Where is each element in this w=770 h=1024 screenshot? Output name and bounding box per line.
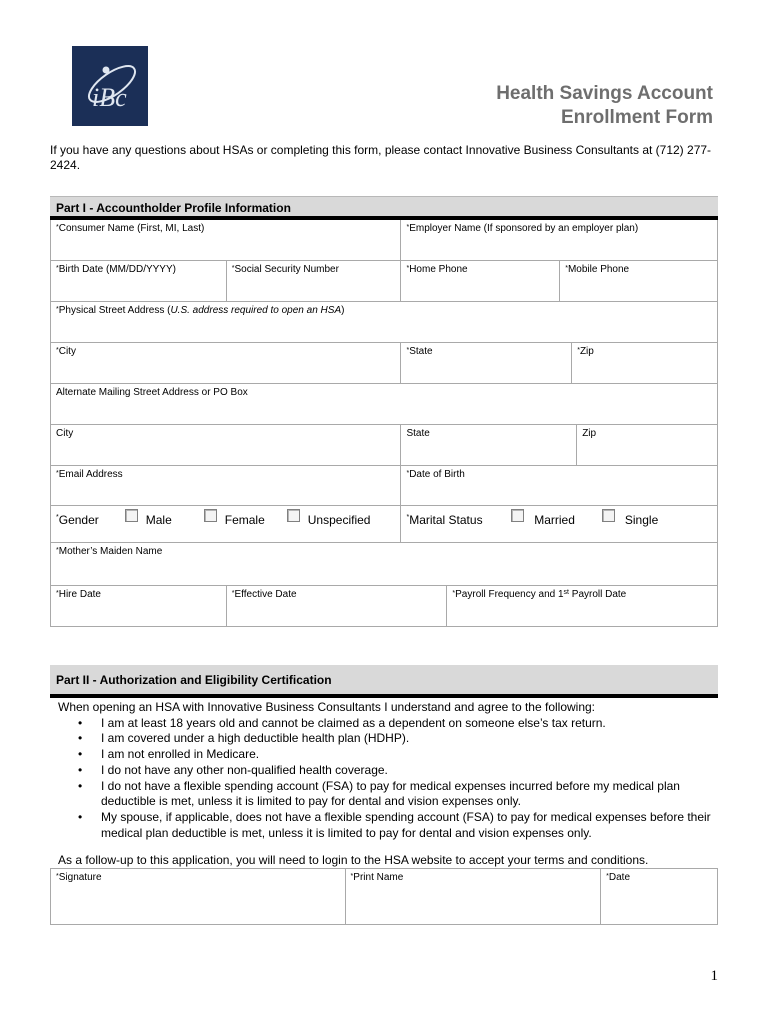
part2-body xyxy=(58,700,718,841)
male-checkbox[interactable] xyxy=(125,509,138,522)
single-checkbox[interactable] xyxy=(602,509,615,522)
company-logo xyxy=(72,46,148,126)
marital-status-field: * Marital Status Married Single xyxy=(401,506,718,542)
date-field[interactable]: *Date xyxy=(601,869,718,924)
form-title-line2: Enrollment Form xyxy=(560,107,713,128)
print-name-label: Print Name xyxy=(353,872,404,883)
effective-date-field[interactable]: *Effective Date xyxy=(227,586,448,626)
signature-field[interactable]: *Signature xyxy=(51,869,346,924)
row-alt-city-state-zip xyxy=(51,425,718,466)
consumer-name-label: Consumer Name (First, MI, Last) xyxy=(58,223,205,234)
alt-zip-field[interactable] xyxy=(577,425,718,465)
list-item: • My spouse, if applicable, does not have a flexible spending account (FSA) to pay for medical expenses before their medical plan deductible is met, unless it is limited to pay for dental and vision expenses only. xyxy=(78,809,711,840)
row-signature xyxy=(51,869,718,925)
email-field[interactable]: *Email Address xyxy=(51,466,401,505)
marital-option-single[interactable]: Single xyxy=(602,513,658,527)
alt-state-label: State xyxy=(406,428,430,439)
date-label: Date xyxy=(608,872,631,883)
married-checkbox[interactable] xyxy=(511,509,524,522)
part2-section xyxy=(50,665,718,698)
mobile-phone-label: Mobile Phone xyxy=(567,264,630,275)
row-gender-marital xyxy=(51,506,718,543)
hire-date-label: Hire Date xyxy=(58,589,101,600)
alt-city-field[interactable] xyxy=(51,425,401,465)
zip-field[interactable]: *Zip xyxy=(572,343,718,383)
row-city-state-zip xyxy=(51,343,718,384)
logo-text: iBc xyxy=(92,83,127,112)
city-label: City xyxy=(58,346,76,357)
form-title-line1: Health Savings Account xyxy=(496,83,713,104)
unspecified-checkbox[interactable] xyxy=(287,509,300,522)
maiden-name-label: Mother’s Maiden Name xyxy=(58,546,163,557)
birth-date-label: Birth Date (MM/DD/YYYY) xyxy=(58,264,176,275)
zip-label: Zip xyxy=(579,346,594,357)
dob-label: Date of Birth xyxy=(409,469,465,480)
row-birth-phone xyxy=(51,261,718,302)
birth-date-field[interactable]: *Birth Date (MM/DD/YYYY) xyxy=(51,261,227,301)
ibc-logo-icon xyxy=(72,46,148,126)
dob-field[interactable]: *Date of Birth xyxy=(401,466,718,505)
payroll-frequency-field[interactable]: *Payroll Frequency and 1st Payroll Date xyxy=(447,586,718,626)
row-hire-payroll xyxy=(51,586,718,627)
city-field[interactable]: *City xyxy=(51,343,401,383)
maiden-name-field[interactable]: *Mother’s Maiden Name xyxy=(51,543,718,585)
ssn-label: Social Security Number xyxy=(234,264,339,275)
print-name-field[interactable]: *Print Name xyxy=(346,869,602,924)
part1-section xyxy=(50,196,718,627)
gender-label: Gender xyxy=(58,513,99,527)
consumer-name-field[interactable]: *Consumer Name (First, MI, Last) xyxy=(51,220,401,260)
alt-city-label: City xyxy=(56,428,74,439)
effective-date-label: Effective Date xyxy=(234,589,297,600)
signature-label: Signature xyxy=(58,872,102,883)
row-alt-address xyxy=(51,384,718,425)
alt-address-label: Alternate Mailing Street Address or PO Box xyxy=(56,387,248,398)
state-field[interactable]: *State xyxy=(401,343,572,383)
physical-address-field[interactable]: *Physical Street Address (U.S. address required to open an HSA) xyxy=(51,302,718,342)
gender-option-unspecified[interactable]: Unspecified xyxy=(287,513,371,527)
marital-option-married[interactable]: Married xyxy=(511,513,575,527)
form-title xyxy=(496,82,713,130)
mobile-phone-field[interactable]: *Mobile Phone xyxy=(560,261,718,301)
part2-header: Part II - Authorization and Eligibility Certification xyxy=(50,665,718,698)
alt-zip-label: Zip xyxy=(582,428,597,439)
list-item: • I do not have a flexible spending account (FSA) to pay for medical expenses incurred before my medical plan deductible is met, unless it is limited to pay for dental and vision expenses only. xyxy=(78,778,680,809)
ssn-field[interactable]: *Social Security Number xyxy=(227,261,402,301)
list-item: • I am not enrolled in Medicare. xyxy=(78,747,260,762)
gender-field: * Gender Male Female Unspecified xyxy=(51,506,401,542)
gender-option-male[interactable]: Male xyxy=(125,513,172,527)
gender-option-female[interactable]: Female xyxy=(204,513,265,527)
page-number: 1 xyxy=(710,968,718,984)
list-item: • I am at least 18 years old and cannot be claimed as a dependent on someone else’s tax return. xyxy=(78,715,606,730)
female-checkbox[interactable] xyxy=(204,509,217,522)
row-name xyxy=(51,220,718,261)
state-label: State xyxy=(409,346,433,357)
alt-address-field[interactable] xyxy=(51,384,718,424)
alt-state-field[interactable] xyxy=(401,425,577,465)
physical-address-note: U.S. address required to open an HSA xyxy=(170,305,342,316)
part1-grid xyxy=(50,220,718,627)
part1-header: Part I - Accountholder Profile Information xyxy=(50,196,718,220)
row-maiden-name xyxy=(51,543,718,586)
row-physical-address xyxy=(51,302,718,343)
employer-name-field[interactable]: *Employer Name (If sponsored by an employer plan) xyxy=(401,220,718,260)
signature-grid xyxy=(50,868,718,925)
intro-text: If you have any questions about HSAs or completing this form, please contact Innovative Business Consultants at (712) 277-2424. xyxy=(50,143,712,172)
list-item: • I do not have any other non-qualified health coverage. xyxy=(78,762,388,777)
list-item: • I am covered under a high deductible health plan (HDHP). xyxy=(78,731,410,746)
employer-name-label: Employer Name (If sponsored by an employer plan) xyxy=(409,223,639,234)
marital-status-label: Marital Status xyxy=(409,513,483,527)
followup-text: As a follow-up to this application, you will need to login to the HSA website to accept your terms and conditions. xyxy=(58,853,649,867)
email-label: Email Address xyxy=(58,469,123,480)
eligibility-list xyxy=(78,716,718,842)
home-phone-label: Home Phone xyxy=(409,264,468,275)
hire-date-field[interactable]: *Hire Date xyxy=(51,586,227,626)
part2-intro: When opening an HSA with Innovative Business Consultants I understand and agree to the following: xyxy=(58,700,596,714)
row-email-dob xyxy=(51,466,718,506)
home-phone-field[interactable]: *Home Phone xyxy=(401,261,560,301)
